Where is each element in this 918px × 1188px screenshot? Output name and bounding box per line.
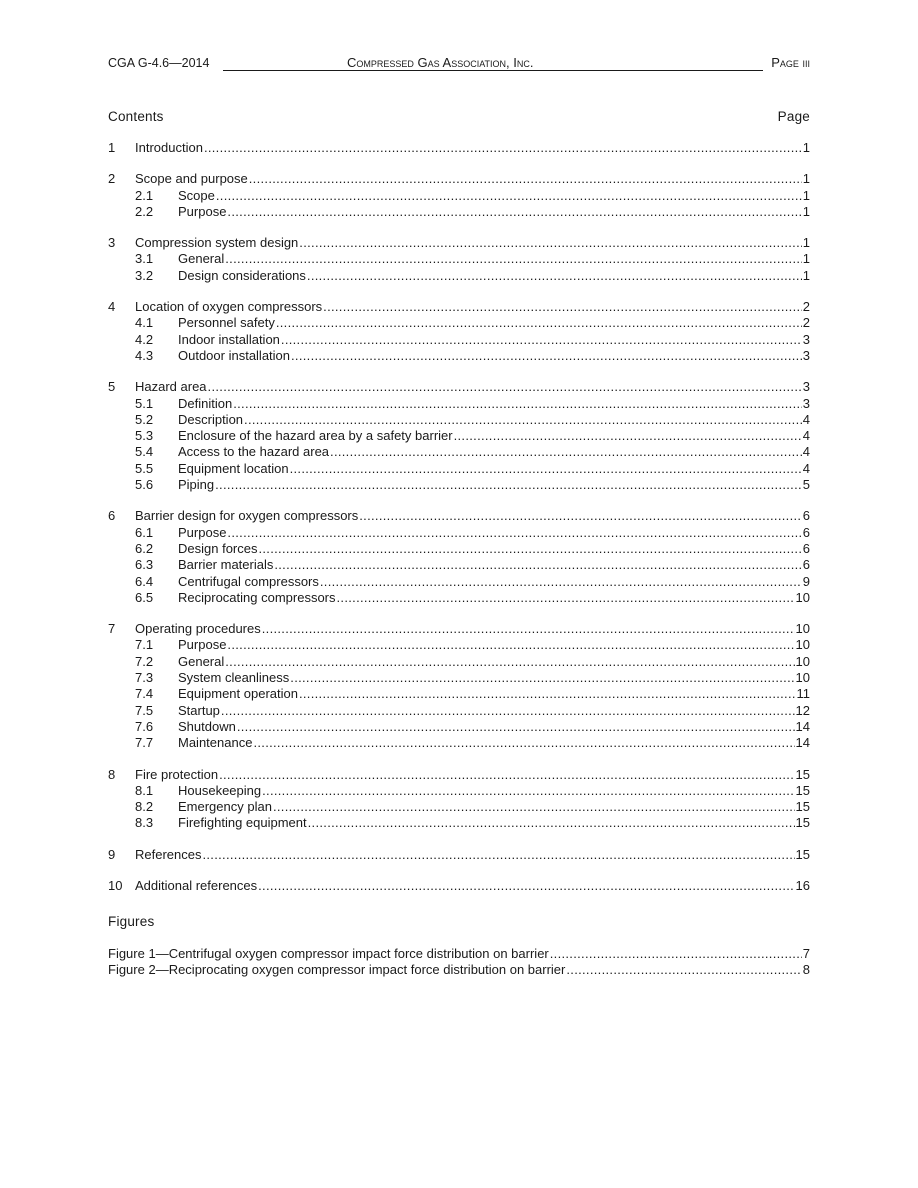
entry-leader-line — [135, 847, 810, 863]
entry-page-number: 4 — [802, 444, 810, 460]
toc-section-group — [108, 508, 810, 606]
entry-leader-line — [178, 783, 810, 799]
entry-title: Additional references — [135, 877, 258, 893]
toc-section-group — [108, 767, 810, 832]
entry-page-number: 3 — [802, 347, 810, 363]
entry-title: Housekeeping — [178, 782, 262, 798]
dot-leader — [290, 670, 794, 686]
entry-title: Outdoor installation — [178, 347, 291, 363]
entry-title: Design forces — [178, 540, 258, 556]
dot-leader — [330, 444, 802, 460]
entry-number: 3.1 — [135, 251, 154, 267]
dot-leader — [219, 767, 794, 783]
toc-subentry[interactable] — [108, 574, 810, 590]
entry-number: 6.5 — [135, 589, 154, 605]
entry-number: 6.2 — [135, 540, 154, 556]
dot-leader — [249, 171, 802, 187]
entry-leader-line — [178, 188, 810, 204]
entry-leader-line — [135, 508, 810, 524]
dot-leader — [291, 348, 802, 364]
toc-subentry[interactable] — [108, 815, 810, 831]
entry-leader-line — [178, 574, 810, 590]
entry-title: Enclosure of the hazard area by a safety barrier — [178, 428, 453, 444]
entry-page-number: 1 — [802, 140, 810, 155]
dot-leader — [227, 525, 801, 541]
entry-number: 2.1 — [135, 187, 154, 203]
toc-subentry[interactable] — [108, 188, 810, 204]
toc-entry[interactable] — [108, 767, 810, 783]
dot-leader — [258, 878, 794, 894]
entry-title: Figure 1—Centrifugal oxygen compressor impact force distribution on barrier — [108, 946, 549, 961]
header-rule — [223, 70, 763, 71]
entry-title: Purpose — [178, 637, 227, 653]
entry-page-number: 6 — [802, 557, 810, 573]
entry-page-number: 15 — [795, 846, 810, 862]
toc-entry[interactable] — [108, 847, 810, 863]
dot-leader — [227, 637, 794, 653]
dot-leader — [233, 396, 802, 412]
toc-section-group — [108, 621, 810, 751]
entry-page-number: 10 — [795, 637, 810, 653]
toc-entry[interactable] — [108, 878, 810, 894]
toc-entry[interactable] — [108, 946, 810, 962]
figures-heading: Figures — [108, 914, 155, 929]
entry-number: 4.2 — [135, 331, 154, 347]
toc-section-group — [108, 379, 810, 493]
dot-leader — [337, 590, 795, 606]
dot-leader — [274, 557, 801, 573]
dot-leader — [273, 799, 795, 815]
entry-title: Startup — [178, 702, 220, 718]
entry-leader-line — [178, 396, 810, 412]
entry-leader-line — [178, 670, 810, 686]
entry-page-number: 6 — [802, 540, 810, 556]
entry-title: Description — [178, 411, 244, 427]
organization-name: Compressed Gas Association, Inc. — [347, 55, 534, 70]
entry-leader-line — [178, 268, 810, 284]
entry-number: 10 — [108, 877, 123, 893]
entry-leader-line — [178, 461, 810, 477]
dot-leader — [225, 251, 802, 267]
entry-page-number: 9 — [802, 573, 810, 589]
entry-number: 7 — [108, 621, 116, 637]
toc-subentry[interactable] — [108, 670, 810, 686]
toc-subentry[interactable] — [108, 525, 810, 541]
entry-page-number: 10 — [795, 621, 810, 637]
entry-number: 6.4 — [135, 573, 154, 589]
entry-number: 8.3 — [135, 815, 154, 831]
entry-title: Design considerations — [178, 267, 306, 283]
entry-title: Emergency plan — [178, 799, 272, 815]
dot-leader — [221, 703, 795, 719]
entry-page-number: 15 — [795, 782, 810, 798]
entry-number: 5.4 — [135, 444, 154, 460]
entry-title: Purpose — [178, 203, 227, 219]
entry-leader-line — [178, 428, 810, 444]
entry-leader-line — [135, 171, 810, 187]
entry-leader-line — [135, 140, 810, 156]
entry-leader-line — [178, 719, 810, 735]
entry-number: 6 — [108, 508, 116, 524]
entry-leader-line — [178, 799, 810, 815]
entry-leader-line — [178, 703, 810, 719]
entry-leader-line — [178, 332, 810, 348]
entry-number: 5.5 — [135, 460, 154, 476]
entry-title: Barrier materials — [178, 557, 274, 573]
entry-number: 9 — [108, 846, 116, 862]
entry-page-number: 15 — [795, 815, 810, 831]
entry-number: 2.2 — [135, 203, 154, 219]
dot-leader — [290, 461, 802, 477]
entry-page-number: 6 — [802, 524, 810, 540]
entry-leader-line — [178, 686, 810, 702]
entry-title: References — [135, 846, 202, 862]
toc-subentry[interactable] — [108, 396, 810, 412]
toc-subentry[interactable] — [108, 477, 810, 493]
dot-leader — [299, 235, 801, 251]
entry-number: 5.2 — [135, 411, 154, 427]
entry-number: 7.1 — [135, 637, 154, 653]
toc-subentry[interactable] — [108, 541, 810, 557]
entry-leader-line — [178, 204, 810, 220]
entry-page-number: 16 — [795, 877, 810, 893]
toc-subentry[interactable] — [108, 332, 810, 348]
dot-leader — [320, 574, 802, 590]
entry-title: Indoor installation — [178, 331, 280, 347]
toc-section-group — [108, 847, 810, 863]
toc-subentry[interactable] — [108, 654, 810, 670]
toc-entry[interactable] — [108, 299, 810, 315]
toc-subentry[interactable] — [108, 590, 810, 606]
table-of-contents — [108, 140, 810, 909]
toc-subentry[interactable] — [108, 315, 810, 331]
toc-subentry[interactable] — [108, 686, 810, 702]
toc-subentry[interactable] — [108, 461, 810, 477]
dot-leader — [276, 315, 802, 331]
entry-page-number: 2 — [802, 299, 810, 315]
entry-leader-line — [178, 477, 810, 493]
entry-page-number: 6 — [802, 508, 810, 524]
entry-leader-line — [178, 541, 810, 557]
entry-page-number: 1 — [802, 251, 810, 267]
entry-number: 6.3 — [135, 557, 154, 573]
entry-title: Scope and purpose — [135, 171, 248, 187]
dot-leader — [227, 204, 801, 220]
entry-leader-line — [178, 590, 810, 606]
entry-page-number: 10 — [795, 589, 810, 605]
entry-number: 1 — [108, 140, 116, 155]
dot-leader — [454, 428, 802, 444]
toc-subentry[interactable] — [108, 444, 810, 460]
dot-leader — [566, 962, 801, 978]
entry-leader-line — [135, 878, 810, 894]
entry-number: 4.1 — [135, 315, 154, 331]
dot-leader — [253, 735, 794, 751]
entry-number: 2 — [108, 171, 116, 187]
entry-page-number: 1 — [802, 235, 810, 251]
entry-title: Personnel safety — [178, 315, 275, 331]
dot-leader — [244, 412, 802, 428]
entry-number: 6.1 — [135, 524, 154, 540]
entry-number: 7.4 — [135, 686, 154, 702]
entry-page-number: 3 — [802, 395, 810, 411]
entry-leader-line — [135, 379, 810, 395]
dot-leader — [359, 508, 802, 524]
entry-title: Shutdown — [178, 718, 236, 734]
toc-subentry[interactable] — [108, 251, 810, 267]
entry-number: 7.3 — [135, 670, 154, 686]
entry-page-number: 5 — [802, 477, 810, 493]
entry-number: 7.6 — [135, 718, 154, 734]
entry-number: 8.2 — [135, 799, 154, 815]
entry-page-number: 1 — [802, 187, 810, 203]
toc-section-group — [108, 299, 810, 364]
dot-leader — [308, 815, 795, 831]
entry-page-number: 14 — [795, 718, 810, 734]
entry-number: 8.1 — [135, 782, 154, 798]
entry-title: Piping — [178, 477, 215, 493]
toc-section-group — [108, 235, 810, 284]
entry-leader-line — [135, 235, 810, 251]
toc-section-group — [108, 878, 810, 894]
dot-leader — [258, 541, 801, 557]
toc-subentry[interactable] — [108, 204, 810, 220]
toc-section-group — [108, 140, 810, 156]
entry-title: Scope — [178, 187, 215, 203]
entry-number: 5 — [108, 379, 116, 395]
entry-number: 3.2 — [135, 267, 154, 283]
entry-page-number: 15 — [795, 766, 810, 782]
toc-subentry[interactable] — [108, 703, 810, 719]
entry-leader-line — [135, 767, 810, 783]
document-id: CGA G-4.6—2014 — [108, 56, 210, 70]
toc-entry[interactable] — [108, 508, 810, 524]
entry-title: Maintenance — [178, 735, 253, 751]
dot-leader — [550, 946, 802, 962]
entry-leader-line — [178, 815, 810, 831]
dot-leader — [262, 621, 795, 637]
entry-title: Location of oxygen compressors — [135, 299, 323, 315]
entry-number: 7.2 — [135, 653, 154, 669]
entry-leader-line — [178, 251, 810, 267]
entry-number: 8 — [108, 766, 116, 782]
entry-leader-line — [178, 735, 810, 751]
entry-title: Centrifugal compressors — [178, 573, 319, 589]
dot-leader — [299, 686, 796, 702]
entry-leader-line — [178, 525, 810, 541]
entry-number: 4 — [108, 299, 116, 315]
toc-subentry[interactable] — [108, 557, 810, 573]
entry-page-number: 3 — [802, 331, 810, 347]
contents-heading: Contents — [108, 109, 164, 124]
entry-page-number: 3 — [802, 379, 810, 395]
dot-leader — [208, 379, 802, 395]
entry-page-number: 14 — [795, 735, 810, 751]
toc-section-group — [108, 171, 810, 220]
page-label: Page iii — [771, 55, 810, 70]
running-header — [108, 56, 810, 72]
list-of-figures — [108, 946, 810, 979]
entry-page-number: 1 — [802, 171, 810, 187]
entry-page-number: 12 — [795, 702, 810, 718]
dot-leader — [237, 719, 795, 735]
entry-title: Purpose — [178, 524, 227, 540]
entry-leader-line — [178, 315, 810, 331]
contents-heading-row — [108, 109, 810, 124]
entry-title: Equipment operation — [178, 686, 298, 702]
entry-leader-line — [178, 654, 810, 670]
dot-leader — [202, 847, 794, 863]
entry-title: Firefighting equipment — [178, 815, 307, 831]
entry-leader-line — [178, 637, 810, 653]
entry-number: 7.5 — [135, 702, 154, 718]
dot-leader — [204, 140, 802, 156]
entry-page-number: 4 — [802, 411, 810, 427]
entry-title: Access to the hazard area — [178, 444, 330, 460]
entry-page-number: 10 — [795, 653, 810, 669]
toc-subentry[interactable] — [108, 268, 810, 284]
entry-leader-line — [178, 412, 810, 428]
toc-subentry[interactable] — [108, 412, 810, 428]
entry-page-number: 1 — [802, 267, 810, 283]
dot-leader — [307, 268, 802, 284]
entry-title: General — [178, 653, 225, 669]
entry-number: 4.3 — [135, 347, 154, 363]
toc-entry[interactable] — [108, 235, 810, 251]
toc-entry[interactable] — [108, 621, 810, 637]
dot-leader — [281, 332, 802, 348]
entry-title: Compression system design — [135, 235, 299, 251]
entry-title: General — [178, 251, 225, 267]
dot-leader — [323, 299, 802, 315]
entry-page-number: 10 — [795, 670, 810, 686]
entry-page-number: 4 — [802, 428, 810, 444]
entry-title: Definition — [178, 395, 233, 411]
entry-title: Reciprocating compressors — [178, 589, 336, 605]
figures-heading-row — [108, 914, 810, 929]
entry-leader-line — [108, 946, 810, 962]
toc-subentry[interactable] — [108, 348, 810, 364]
entry-title: System cleanliness — [178, 670, 290, 686]
entry-title: Figure 2—Reciprocating oxygen compressor impact force distribution on barrier — [108, 962, 566, 978]
entry-leader-line — [108, 962, 810, 978]
entry-page-number: 15 — [795, 799, 810, 815]
entry-title: Equipment location — [178, 460, 289, 476]
entry-title: Barrier design for oxygen compressors — [135, 508, 359, 524]
entry-number: 5.6 — [135, 477, 154, 493]
toc-subentry[interactable] — [108, 428, 810, 444]
dot-leader — [262, 783, 794, 799]
toc-entry[interactable] — [108, 140, 810, 156]
entry-title: Hazard area — [135, 379, 207, 395]
toc-entry[interactable] — [108, 379, 810, 395]
toc-entry[interactable] — [108, 962, 810, 978]
entry-page-number: 8 — [802, 962, 810, 978]
entry-leader-line — [178, 557, 810, 573]
entry-title: Operating procedures — [135, 621, 261, 637]
toc-entry[interactable] — [108, 171, 810, 187]
dot-leader — [216, 188, 802, 204]
entry-number: 5.3 — [135, 428, 154, 444]
entry-leader-line — [135, 621, 810, 637]
entry-page-number: 2 — [802, 315, 810, 331]
dot-leader — [215, 477, 802, 493]
toc-subentry[interactable] — [108, 735, 810, 751]
entry-number: 5.1 — [135, 395, 154, 411]
entry-page-number: 4 — [802, 460, 810, 476]
entry-leader-line — [135, 299, 810, 315]
entry-number: 7.7 — [135, 735, 154, 751]
entry-leader-line — [178, 444, 810, 460]
toc-subentry[interactable] — [108, 799, 810, 815]
toc-subentry[interactable] — [108, 783, 810, 799]
entry-title: Introduction — [135, 140, 203, 155]
entry-leader-line — [178, 348, 810, 364]
entry-page-number: 7 — [802, 946, 810, 961]
entry-page-number: 1 — [802, 203, 810, 219]
toc-subentry[interactable] — [108, 637, 810, 653]
entry-number: 3 — [108, 235, 116, 251]
page-column-heading: Page — [777, 109, 810, 124]
entry-title: Fire protection — [135, 766, 219, 782]
toc-subentry[interactable] — [108, 719, 810, 735]
dot-leader — [225, 654, 794, 670]
entry-page-number: 11 — [796, 686, 810, 702]
